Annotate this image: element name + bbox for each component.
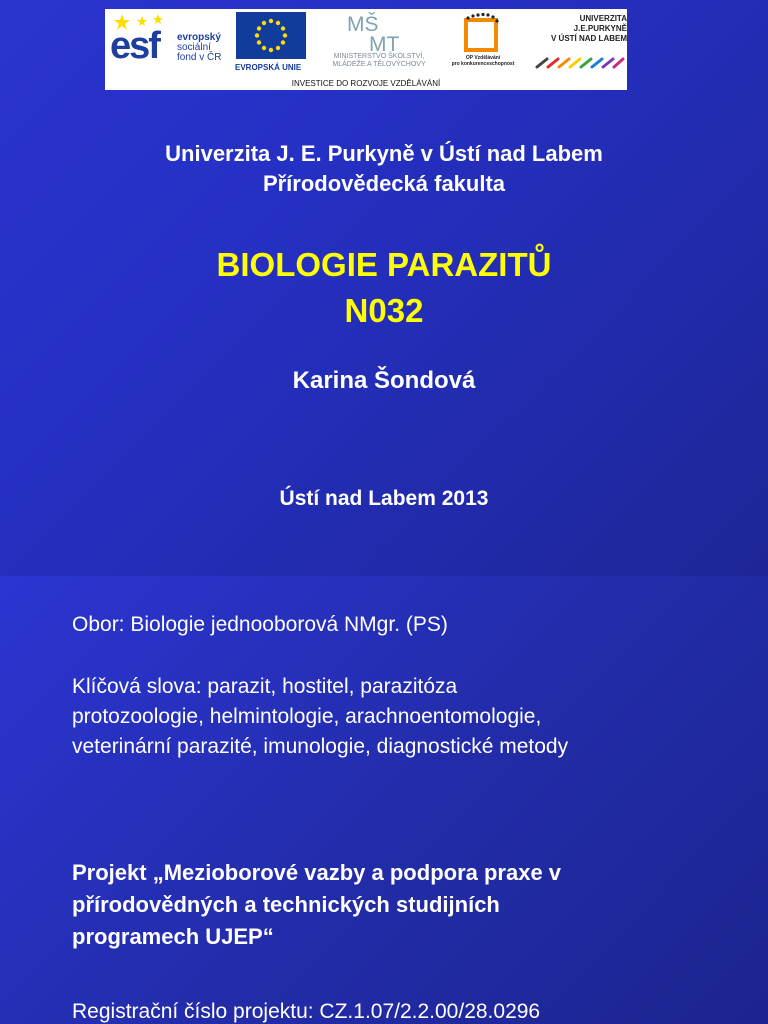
ujep-line3: V ÚSTÍ NAD LABEM: [551, 34, 627, 43]
project-line2: přírodovědných a technických studijních: [72, 892, 500, 917]
eu-flag-icon: [236, 12, 306, 59]
keywords-line1: Klíčová slova: parazit, hostitel, parazitóza: [72, 675, 458, 698]
place-year: Ústí nad Labem 2013: [279, 487, 489, 510]
university-name: Univerzita J. E. Purkyně v Ústí nad Labem: [165, 141, 603, 166]
university-block: [0, 139, 768, 199]
course-title-line1: BIOLOGIE PARAZITŮ: [216, 246, 552, 283]
field-of-study: Obor: Biologie jednooborová NMgr. (PS): [72, 613, 448, 636]
keywords-block: [72, 672, 752, 762]
invest-caption: INVESTICE DO ROZVOJE VZDĚLÁVÁNÍ: [291, 79, 441, 88]
project-line3: programech UJEP“: [72, 924, 274, 949]
ujep-logo-text: [533, 14, 627, 44]
svg-text:MŠ: MŠ: [347, 13, 379, 36]
msmt-logo-icon: [345, 11, 409, 53]
funding-logo-bar: [105, 9, 627, 90]
esf-logo: [108, 11, 230, 71]
esf-caption-line2: sociální: [177, 42, 211, 53]
info-slide: [0, 576, 768, 1024]
course-code: N032: [344, 292, 424, 329]
course-title: [0, 242, 768, 334]
esf-wordmark: esf: [110, 25, 159, 67]
keywords-line3: veterinární parazité, imunologie, diagnostické metody: [72, 735, 569, 758]
ujep-line1: UNIVERZITA: [579, 14, 627, 23]
op-caption-line1: OP Vzdělávání: [465, 55, 501, 61]
op-caption: [440, 55, 526, 67]
op-caption-line2: pro konkurenceschopnost: [451, 61, 515, 67]
faculty-name: Přírodovědecká fakulta: [262, 171, 506, 196]
author-name: Karina Šondová: [292, 367, 476, 394]
project-line1: Projekt „Mezioborové vazby a podpora praxe v: [72, 860, 562, 885]
ujep-line2: J.E.PURKYNĚ: [573, 24, 627, 33]
msmt-caption: [312, 53, 446, 69]
op-education-logo-icon: [460, 12, 502, 54]
ujep-stripes-icon: [535, 53, 625, 73]
project-name: [72, 857, 752, 953]
keywords-line2: protozoologie, helmintologie, arachnoentomologie,: [72, 705, 542, 728]
svg-text:MT: MT: [369, 33, 400, 53]
esf-caption-line3: fond v ČR: [177, 52, 222, 63]
msmt-caption-line1: MINISTERSTVO ŠKOLSTVÍ,: [333, 53, 425, 60]
esf-caption-line1: evropský: [177, 32, 221, 43]
esf-caption: [177, 33, 221, 63]
msmt-caption-line2: MLÁDEŽE A TĚLOVÝCHOVY: [332, 61, 426, 68]
registration-number: Registrační číslo projektu: CZ.1.07/2.2.00/28.0296: [72, 1000, 541, 1023]
eu-label: EVROPSKÁ UNIE: [235, 63, 302, 72]
